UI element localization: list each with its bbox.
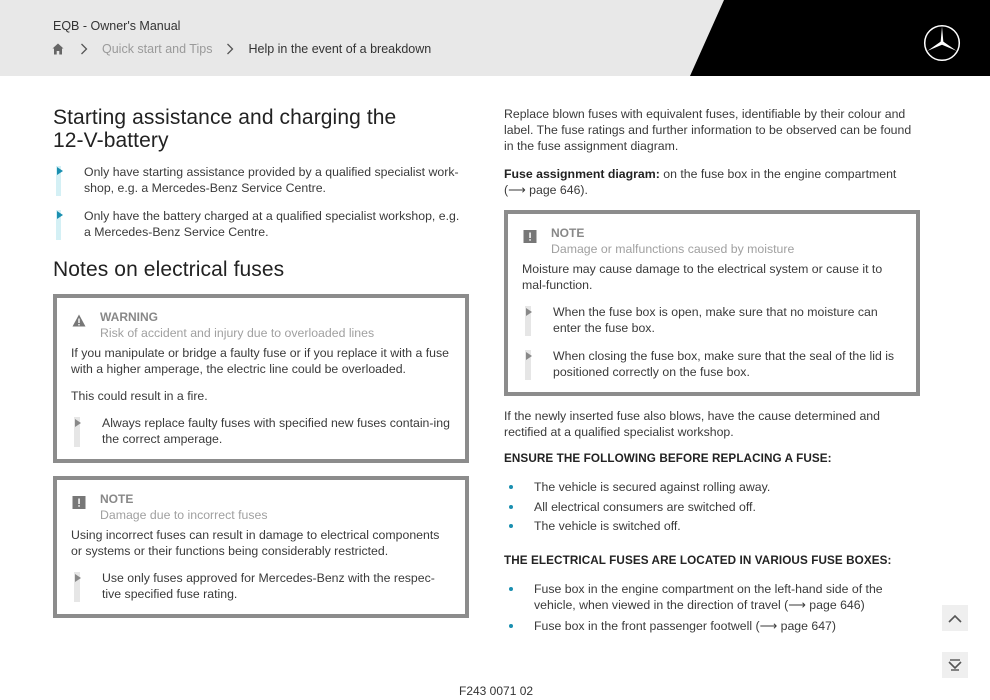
- arrow-bullet-icon: [526, 352, 532, 360]
- list-item: [504, 518, 920, 534]
- list-item-text: Fuse box in the engine compartment on the left-hand side of the vehicle, when viewed in the direction of travel (⟶ page 646): [534, 582, 883, 612]
- arrow-bullet-icon: [75, 419, 81, 427]
- warning-text: If you manipulate or bridge a faulty fuse or if you replace it with a fuse with a higher amperage, the electric line could be overloaded.: [71, 346, 449, 376]
- arrow-bullet-icon: [75, 574, 81, 582]
- list-item: [504, 618, 920, 634]
- moisture-note-box: [504, 210, 920, 396]
- note-text: Using incorrect fuses can result in damage to electrical components or systems or their functions being considerably restricted.: [71, 528, 440, 558]
- starting-heading-line2: 12-V-battery: [53, 129, 169, 152]
- arrow-bullet-icon: [57, 167, 63, 175]
- note-text: Moisture may cause damage to the electrical system or cause it to mal-function.: [522, 262, 883, 292]
- starting-heading: [53, 106, 469, 152]
- diagram-text: [504, 166, 920, 198]
- warning-box: [53, 294, 469, 463]
- chevron-right-icon: [80, 43, 88, 55]
- bullet-dot: [509, 485, 513, 489]
- list-item: [522, 348, 902, 380]
- mercedes-star-icon[interactable]: [923, 24, 961, 62]
- starting-heading-line1: Starting assistance and charging the: [53, 106, 397, 129]
- list-item: [53, 208, 469, 240]
- ensure-heading: ENSURE THE FOLLOWING BEFORE REPLACING A FUSE:: [504, 452, 832, 465]
- list-item-text: Fuse box in the front passenger footwell (⟶ page 647): [534, 619, 836, 633]
- scroll-top-button[interactable]: [942, 605, 968, 631]
- note-header: [522, 225, 902, 257]
- warning-title: WARNING: [100, 310, 158, 324]
- list-item-text: When the fuse box is open, make sure that no moisture can enter the fuse box.: [553, 305, 878, 335]
- located-list: [504, 581, 920, 634]
- arrow-bullet-icon: [526, 308, 532, 316]
- home-icon[interactable]: [52, 43, 64, 55]
- warning-header: [71, 309, 451, 341]
- list-item: [504, 499, 920, 515]
- breadcrumb: [52, 42, 431, 56]
- list-item-text: Use only fuses approved for Mercedes-Benz with the respec-tive specified fuse rating.: [102, 571, 435, 601]
- note-list: [522, 304, 902, 380]
- list-item: [71, 570, 451, 602]
- right-column: [504, 106, 920, 638]
- list-item: [504, 581, 920, 613]
- fuses-heading: Notes on electrical fuses: [53, 258, 285, 281]
- chevron-up-icon: [948, 614, 962, 623]
- list-item-text: Only have the battery charged at a qualified specialist workshop, e.g. a Mercedes-Benz Service Centre.: [84, 209, 460, 239]
- note-title: NOTE: [100, 492, 134, 506]
- list-item-text: When closing the fuse box, make sure that the seal of the lid is positioned correctly on the fuse box.: [553, 349, 895, 379]
- left-column: [53, 106, 469, 618]
- note-header: [71, 491, 451, 523]
- list-item-text: Always replace faulty fuses with specified new fuses contain-ing the correct amperage.: [102, 416, 450, 446]
- note-list: [71, 570, 451, 602]
- list-item-text: All electrical consumers are switched off.: [534, 499, 756, 514]
- bottom-menu-button[interactable]: [942, 652, 968, 678]
- bullet-dot: [509, 624, 513, 628]
- page-header: [0, 0, 990, 76]
- warning-list: [71, 415, 451, 447]
- bullet-dot: [509, 505, 513, 509]
- breadcrumb-item-breakdown[interactable]: Help in the event of a breakdown: [248, 42, 432, 56]
- list-item: [522, 304, 902, 336]
- arrow-bullet-icon: [57, 211, 63, 219]
- ensure-list: [504, 479, 920, 534]
- warning-text: This could result in a fire.: [71, 389, 208, 403]
- starting-list: [53, 164, 469, 240]
- diagram-desc: on the fuse box in the engine compartment: [659, 167, 897, 181]
- list-item: [53, 164, 469, 196]
- footer-code: F243 0071 02: [459, 684, 534, 698]
- list-item-text: Only have starting assistance provided by a qualified specialist work-shop, e.g. a Mercedes-Benz Service Centre.: [84, 165, 459, 195]
- after-note-text: If the newly inserted fuse also blows, have the cause determined and rectified at a qualified specialist workshop.: [504, 409, 880, 439]
- bullet-dot: [509, 524, 513, 528]
- note-subtitle: Damage due to incorrect fuses: [100, 508, 268, 522]
- warning-subtitle: Risk of accident and injury due to overloaded lines: [100, 326, 375, 340]
- list-item: [504, 479, 920, 495]
- list-item-text: The vehicle is secured against rolling away.: [534, 480, 771, 494]
- diagram-page-link[interactable]: (⟶ page 646).: [504, 183, 588, 197]
- warning-triangle-icon: [72, 314, 86, 327]
- app-title: EQB - Owner's Manual: [53, 19, 181, 33]
- chevron-down-bar-icon: [947, 658, 963, 672]
- intro-text: Replace blown fuses with equivalent fuses, identifiable by their colour and label. The fuse ratings and further information to be observed can be found in the fuse assignment diagram.: [504, 107, 912, 153]
- note-exclamation-icon: [523, 230, 537, 243]
- note-subtitle: Damage or malfunctions caused by moisture: [551, 242, 795, 256]
- list-item: [71, 415, 451, 447]
- diagram-label: Fuse assignment diagram:: [504, 167, 660, 181]
- located-heading: THE ELECTRICAL FUSES ARE LOCATED IN VARIOUS FUSE BOXES:: [504, 554, 892, 567]
- bullet-dot: [509, 587, 513, 591]
- list-item-text: The vehicle is switched off.: [534, 519, 681, 533]
- chevron-right-icon: [226, 43, 234, 55]
- breadcrumb-item-quick-start[interactable]: Quick start and Tips: [102, 42, 213, 56]
- note-title: NOTE: [551, 226, 585, 240]
- note-exclamation-icon: [72, 496, 86, 509]
- note-box: [53, 476, 469, 618]
